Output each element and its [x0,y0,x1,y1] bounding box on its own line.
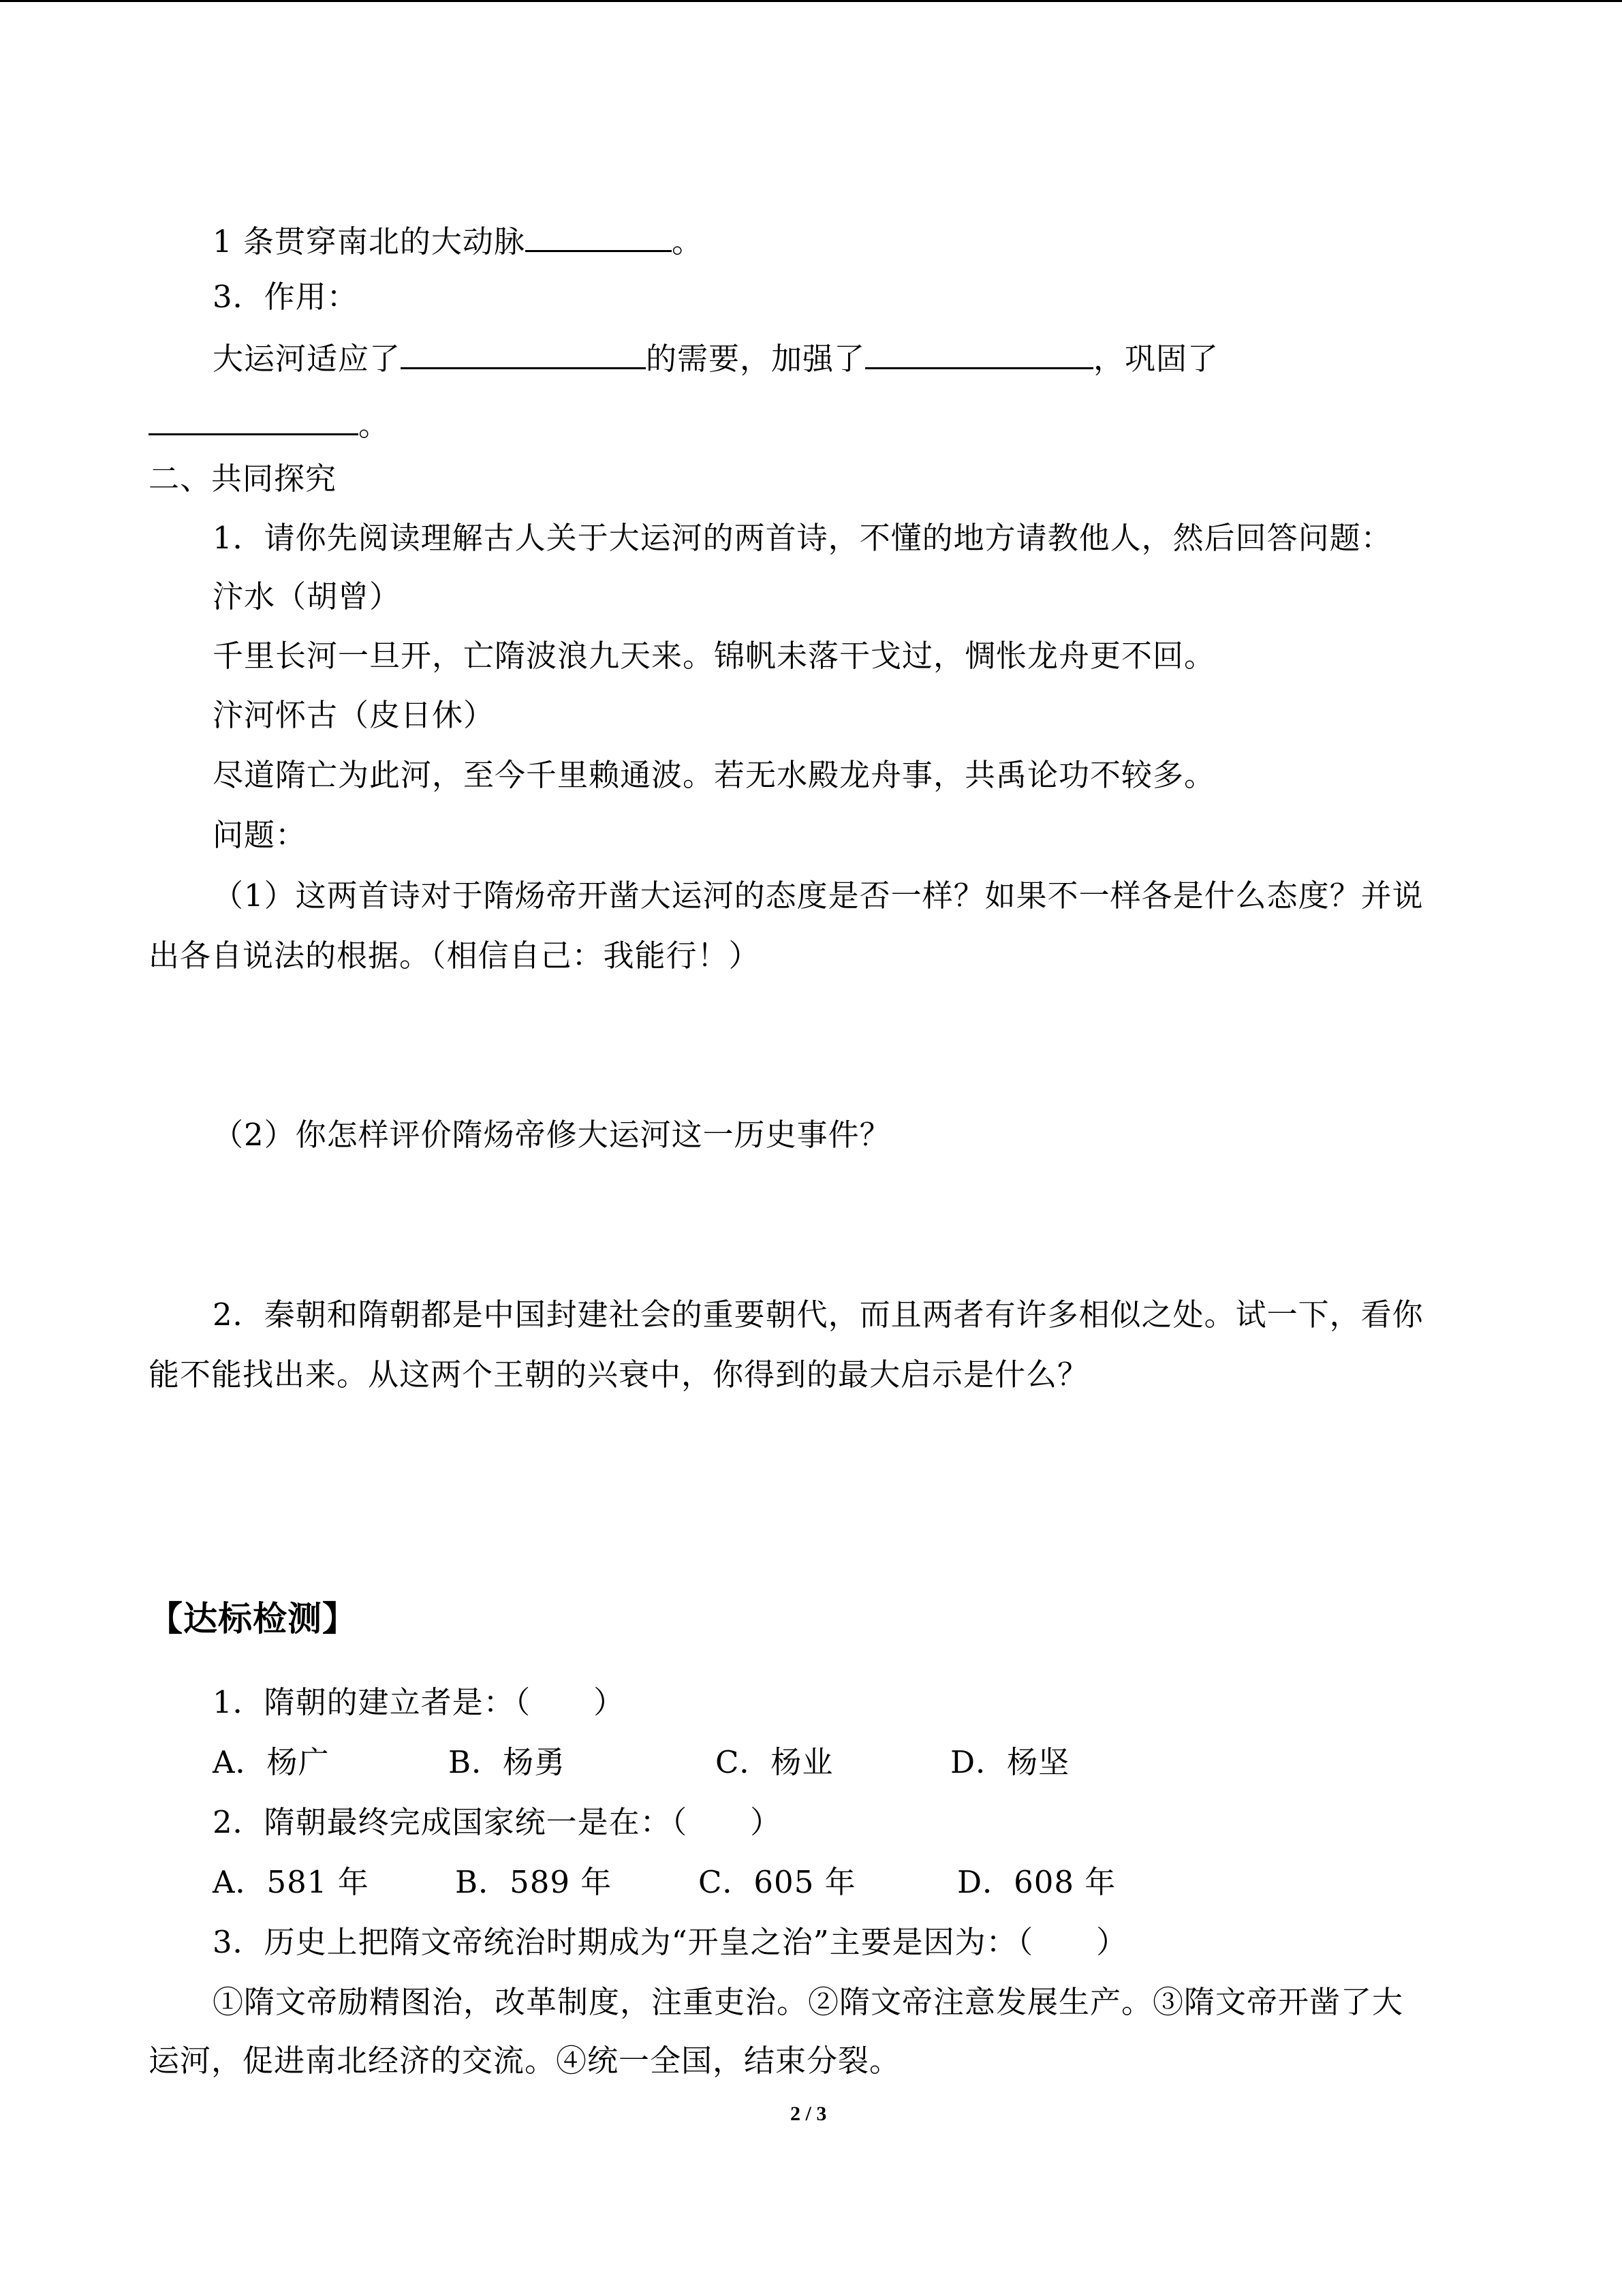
answer-blank[interactable] [865,336,1093,369]
poem-2-text: 尽道隋亡为此河，至今千里赖通波。若无水殿龙舟事，共禹论功不较多。 [213,757,1216,793]
answer-blank[interactable] [149,402,358,435]
question-2-line2: 能不能找出来。从这两个王朝的兴衰中，你得到的最大启示是什么？ [149,1356,1089,1393]
q1-option-b[interactable]: B．杨勇 [448,1744,566,1780]
artery-prefix: 1 条贯穿南北的大动脉 [213,223,525,260]
role-part3: ，巩固了 [1093,341,1219,377]
test-heading: 【达标检测】 [149,1599,357,1639]
test-question-1: 1．隋朝的建立者是：（ ） [213,1684,625,1720]
question-2-line1: 2．秦朝和隋朝都是中国封建社会的重要朝代，而且两者有许多相似之处。试一下，看你 [213,1297,1424,1333]
q2-option-a[interactable]: A．581 年 [213,1864,369,1900]
artery-suffix: 。 [671,223,703,260]
q3-statements-line1: ①隋文帝励精图治，改革制度，注重吏治。②隋文帝注意发展生产。③隋文帝开凿了大 [213,1984,1404,2020]
role-continuation [149,402,390,446]
poem-1-text: 千里长河一旦开，亡隋波浪九天来。锦帆未落干戈过，惆怅龙舟更不回。 [213,638,1216,674]
q2-option-c[interactable]: C．605 年 [698,1864,856,1900]
q2-option-b[interactable]: B．589 年 [455,1864,612,1900]
role-title: 3．作用： [213,279,358,315]
q3-statements-line2: 运河，促进南北经济的交流。④统一全国，结束分裂。 [149,2043,901,2079]
q1-option-a[interactable]: A．杨广 [213,1744,330,1780]
page-number: 2 / 3 [790,2103,827,2125]
sub-question-1-line2: 出各自说法的根据。（相信自己：我能行！） [149,937,760,974]
artery-line [213,219,703,262]
test-question-3: 3．历史上把隋文帝统治时期成为“开皇之治”主要是因为：（ ） [213,1924,1128,1960]
poem-2-title: 汴河怀古（皮日休） [213,697,495,733]
role-end: 。 [358,407,390,443]
section-title: 二、共同探究 [149,461,337,497]
q1-option-c[interactable]: C．杨业 [715,1744,834,1780]
sub-question-1-line1: （1）这两首诗对于隋炀帝开凿大运河的态度是否一样？如果不一样各是什么态度？并说 [213,878,1424,914]
answer-blank[interactable] [401,336,646,369]
questions-label: 问题： [213,817,307,853]
q1-option-d[interactable]: D．杨坚 [950,1744,1070,1780]
q2-option-d[interactable]: D．608 年 [957,1864,1117,1900]
answer-blank[interactable] [525,219,672,252]
question-1-intro: 1．请你先阅读理解古人关于大运河的两首诗，不懂的地方请教他人，然后回答问题： [213,520,1392,556]
role-part2: 的需要，加强了 [646,341,866,377]
test-question-2: 2．隋朝最终完成国家统一是在：（ ） [213,1804,782,1840]
role-line [213,336,1219,379]
sub-question-2: （2）你怎样评价隋炀帝修大运河这一历史事件？ [213,1117,891,1153]
role-part1: 大运河适应了 [213,341,401,377]
poem-1-title: 汴水（胡曾） [213,578,401,615]
